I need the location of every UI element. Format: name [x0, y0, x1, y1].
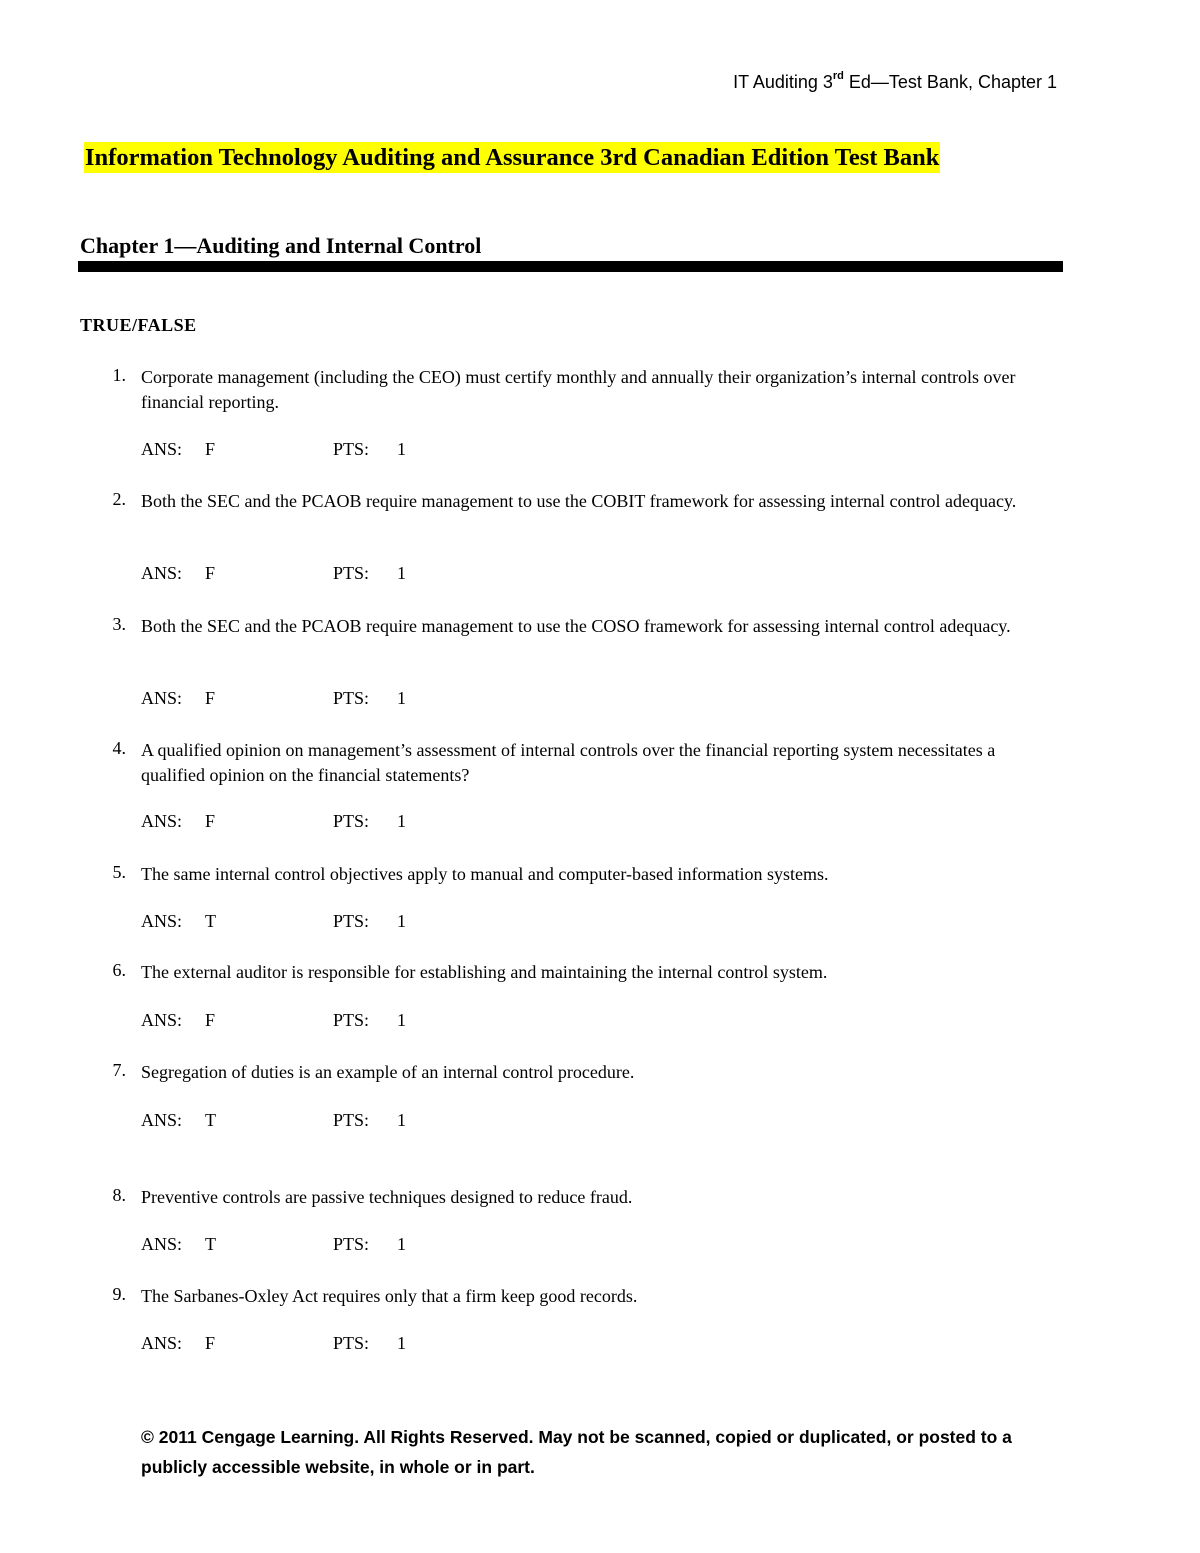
question-number: 4. — [112, 738, 126, 758]
question-number: 5. — [112, 862, 126, 882]
answer-label: ANS: — [141, 688, 183, 708]
points-label: PTS: — [333, 563, 370, 583]
question-text: The external auditor is responsible for establishing and maintaining the internal control system. — [141, 962, 828, 982]
question-number: 2. — [112, 489, 126, 509]
answer-value: F — [205, 1010, 216, 1030]
points-label: PTS: — [333, 1010, 370, 1030]
points-value: 1 — [397, 1010, 406, 1030]
answer-value: T — [205, 911, 216, 931]
answer-value: T — [205, 1110, 216, 1130]
answer-label: ANS: — [141, 439, 183, 459]
chapter-title: Chapter 1—Auditing and Internal Control — [80, 233, 482, 258]
points-value: 1 — [397, 1333, 406, 1353]
points-value: 1 — [397, 563, 406, 583]
answer-value: F — [205, 1333, 216, 1353]
copyright-notice: © 2011 Cengage Learning. All Rights Reserved. May not be scanned, copied or duplicated, or posted to a publicly accessible website, in whole or in part. — [141, 1427, 1012, 1477]
question-text: Corporate management (including the CEO) must certify monthly and annually their organization’s internal controls over financial reporting. — [141, 367, 1016, 412]
points-value: 1 — [397, 811, 406, 831]
question-text: Both the SEC and the PCAOB require management to use the COSO framework for assessing internal control adequacy. — [141, 616, 1011, 636]
running-header — [733, 72, 1057, 93]
question-number: 1. — [112, 365, 126, 385]
answer-value: F — [205, 688, 216, 708]
question-text: Segregation of duties is an example of an internal control procedure. — [141, 1062, 635, 1082]
points-label: PTS: — [333, 911, 370, 931]
points-value: 1 — [397, 439, 406, 459]
question-text: Both the SEC and the PCAOB require management to use the COBIT framework for assessing internal control adequacy. — [141, 491, 1017, 511]
question-number: 9. — [112, 1284, 126, 1304]
question-number: 6. — [112, 960, 126, 980]
question-text: Preventive controls are passive techniques designed to reduce fraud. — [141, 1187, 633, 1207]
points-label: PTS: — [333, 1234, 370, 1254]
answer-label: ANS: — [141, 563, 183, 583]
points-label: PTS: — [333, 1333, 370, 1353]
answer-label: ANS: — [141, 1333, 183, 1353]
chapter-divider — [78, 261, 1063, 272]
points-label: PTS: — [333, 688, 370, 708]
running-header-suffix: Ed—Test Bank, Chapter 1 — [843, 72, 1057, 92]
answer-value: F — [205, 563, 216, 583]
answer-value: F — [205, 439, 216, 459]
points-value: 1 — [397, 1110, 406, 1130]
answer-label: ANS: — [141, 911, 183, 931]
points-value: 1 — [397, 1234, 406, 1254]
question-number: 3. — [112, 614, 126, 634]
question-number: 8. — [112, 1185, 126, 1205]
answer-value: T — [205, 1234, 216, 1254]
running-header-superscript: rd — [832, 70, 844, 82]
question-text: A qualified opinion on management’s assessment of internal controls over the financial reporting system necessitates a qualified opinion on the financial statements? — [141, 740, 996, 785]
points-label: PTS: — [333, 1110, 370, 1130]
points-value: 1 — [397, 688, 406, 708]
answer-value: F — [205, 811, 216, 831]
answer-label: ANS: — [141, 811, 183, 831]
answer-label: ANS: — [141, 1110, 183, 1130]
points-value: 1 — [397, 911, 406, 931]
points-label: PTS: — [333, 439, 370, 459]
running-header-prefix: IT Auditing 3 — [733, 72, 833, 92]
points-label: PTS: — [333, 811, 370, 831]
document-title — [84, 141, 940, 175]
document-title-highlight: Information Technology Auditing and Assurance 3rd Canadian Edition Test Bank — [85, 144, 940, 171]
question-text: The Sarbanes-Oxley Act requires only that a firm keep good records. — [141, 1286, 638, 1306]
question-number: 7. — [112, 1060, 126, 1080]
answer-label: ANS: — [141, 1234, 183, 1254]
section-heading: TRUE/FALSE — [80, 315, 197, 335]
question-text: The same internal control objectives apply to manual and computer-based information systems. — [141, 864, 829, 884]
answer-label: ANS: — [141, 1010, 183, 1030]
